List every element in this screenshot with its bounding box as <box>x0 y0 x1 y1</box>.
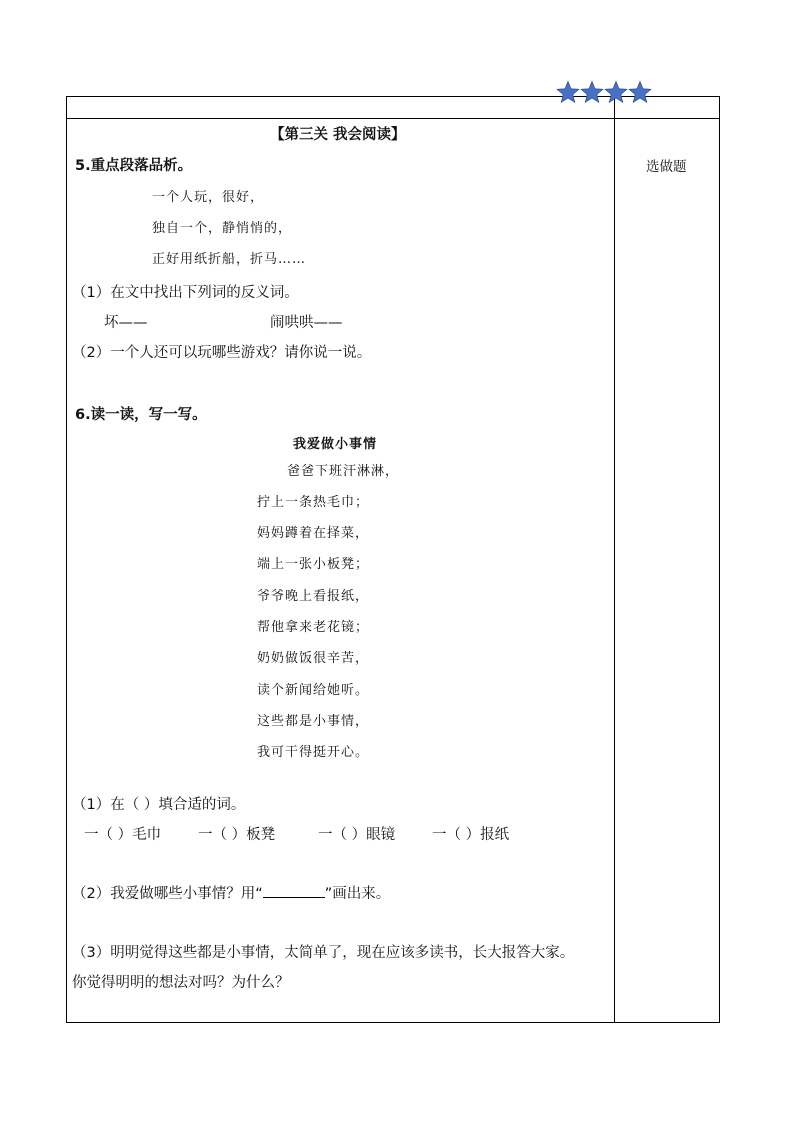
q6-sub3-line-1: （3）明明觉得这些都是小事情，太简单了，现在应该多读书，长大报答大家。 <box>72 945 575 961</box>
star-icon <box>580 80 604 104</box>
q6-poem-line: 妈妈蹲着在择菜， <box>257 526 370 541</box>
q6-poem-line: 拧上一条热毛巾； <box>257 495 370 510</box>
q5-poem-line-3: 正好用纸折船，折马…… <box>152 252 307 267</box>
difficulty-stars <box>556 80 652 104</box>
q6-fill-item-1: 一（ ）毛巾 <box>84 827 162 843</box>
star-icon <box>628 80 652 104</box>
q6-sub2 <box>72 885 390 903</box>
q5-sub2: （2）一个人还可以玩哪些游戏？请你说一说。 <box>72 345 372 361</box>
q5-antonym-noisy: 闹哄哄—— <box>270 315 343 331</box>
q6-poem-line: 我可干得挺开心。 <box>257 745 370 760</box>
star-icon <box>604 80 628 104</box>
q5-sub1: （1）在文中找出下列词的反义词。 <box>72 285 299 301</box>
q6-poem-line: 奶奶做饭很辛苦， <box>257 651 370 666</box>
q6-poem-title: 我爱做小事情 <box>293 437 378 452</box>
q6-heading: 6.读一读，写一写。 <box>75 407 207 423</box>
q5-poem-line-1: 一个人玩，很好， <box>152 190 265 205</box>
q6-poem-line: 爷爷晚上看报纸， <box>257 589 370 604</box>
column-divider <box>614 97 615 1022</box>
section-title: 【第三关 我会阅读】 <box>270 127 406 143</box>
q6-sub3-line-2: 你觉得明明的想法对吗？为什么？ <box>72 975 290 991</box>
q6-fill-item-3: 一（ ）眼镜 <box>318 827 396 843</box>
q6-poem-line: 这些都是小事情， <box>257 714 370 729</box>
q5-heading: 5.重点段落品析。 <box>75 158 193 174</box>
optional-question-label: 选做题 <box>646 159 687 175</box>
q6-fill-item-2: 一（ ）板凳 <box>198 827 276 843</box>
q6-fill-item-4: 一（ ）报纸 <box>432 827 510 843</box>
q6-sub2-suffix: ”画出来。 <box>324 886 391 902</box>
q6-poem-line: 帮他拿来老花镜； <box>257 620 370 635</box>
q5-poem-line-2: 独自一个，静悄悄的， <box>152 221 293 236</box>
q5-antonym-bad: 坏—— <box>104 315 148 331</box>
q6-poem-line: 爸爸下班汗淋淋， <box>287 464 400 479</box>
q6-poem-line: 读个新闻给她听。 <box>257 683 370 698</box>
star-icon <box>556 80 580 104</box>
q6-sub1: （1）在（ ）填合适的词。 <box>72 797 246 813</box>
q6-sub2-prefix: （2）我爱做哪些小事情？用“ <box>72 886 263 902</box>
header-row-divider <box>67 118 719 119</box>
q6-poem-line: 端上一张小板凳； <box>257 557 370 572</box>
underline-sample <box>263 885 325 898</box>
